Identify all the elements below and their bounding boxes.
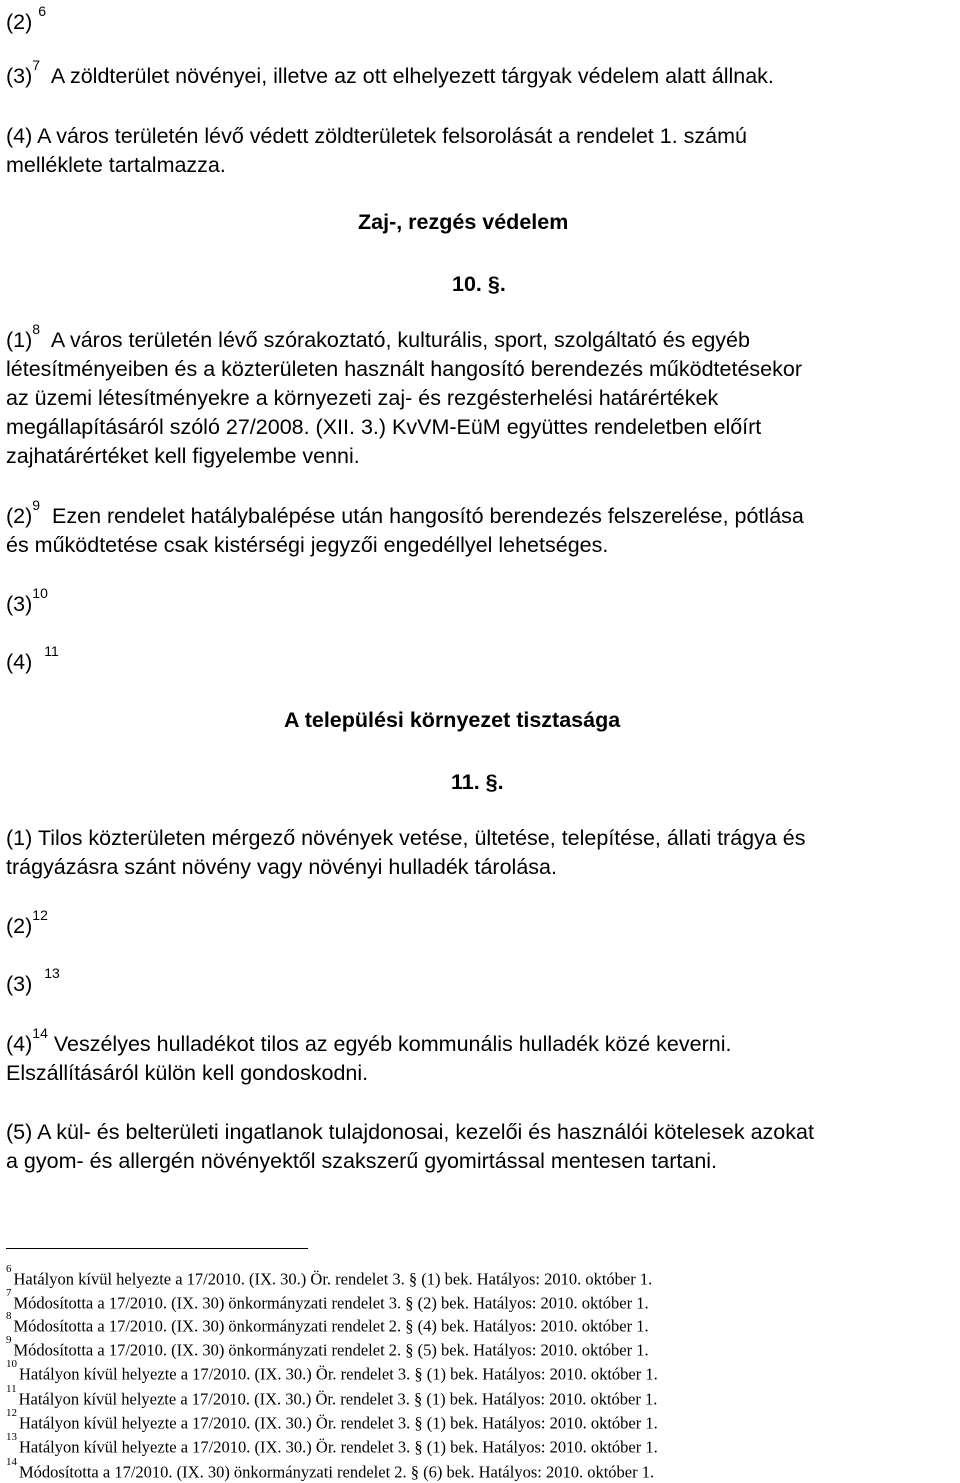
paragraph-1-c: (1) Tilos közterületen mérgező növények vetése, ültetése, telepítése, állati trágya és trágyázásra szánt növény vagy növényi hulladék tárolása. <box>6 826 806 879</box>
section-heading-noise: Zaj-, rezgés védelem <box>358 210 569 234</box>
paragraph-2-a: (2) $^6$ <box>6 3 47 34</box>
footnote: $^9$Módosította a 17/2010. (IX. 30) önkormányzati rendelet 2. § (5) bek. Hatályos: 2010. október 1. <box>6 1334 649 1360</box>
section-heading-cleanliness: A települési környezet tisztasága <box>284 708 621 732</box>
paragraph-3-a: $(3)^7$ A zöldterület növényei, illetve az ott elhelyezett tárgyak védelem alatt állnak. <box>6 57 774 88</box>
paragraph-3-c: (3) $^{13}$ <box>6 965 60 996</box>
footnote: $^7$Módosította a 17/2010. (IX. 30) önkormányzati rendelet 3. § (2) bek. Hatályos: 2010. október 1. <box>6 1287 649 1313</box>
paragraph-1-b: $(1)^8$ A város területén lévő szórakoztató, kulturális, sport, szolgáltató és egyéb létesítményeiben és a közterületen használt hangosító berendezés működtetésekor az üzemi létesítményekre a környezeti zaj- és rezgésterhelési határértékek megállapításáról szóló 27/2008. (XII. 3.) KvVM-EüM együttes rendeletben előírt zajhatárértéket kell figyelembe venni. <box>6 321 802 468</box>
section-number-11: 11. §. <box>451 770 504 794</box>
footnote: $^{12}$Hatályon kívül helyezte a 17/2010. (IX. 30.) Ör. rendelet 3. § (1) bek. Hatályos: 2010. október 1. <box>6 1407 658 1433</box>
paragraph-5-c: (5) A kül- és belterületi ingatlanok tulajdonosai, kezelői és használói kötelesek azokat a gyom- és allergén növényektől szakszerű gyomirtással mentesen tartani. <box>6 1120 814 1173</box>
paragraph-2-b: $(2)^9$ Ezen rendelet hatálybalépése után hangosító berendezés felszerelése, pótlása és működtetése csak kistérségi jegyzői engedéllyel lehetséges. <box>6 497 804 557</box>
paragraph-3-b: $(3)^{10}$ <box>6 585 48 616</box>
footnote: $^{11}$Hatályon kívül helyezte a 17/2010. (IX. 30.) Ör. rendelet 3. § (1) bek. Hatályos: 2010. október 1. <box>6 1383 658 1409</box>
paragraph-4-b: (4) $^{11}$ <box>6 643 59 674</box>
paragraph-2-c: $(2)^{12}$ <box>6 907 48 938</box>
footnote: $^8$Módosította a 17/2010. (IX. 30) önkormányzati rendelet 2. § (4) bek. Hatályos: 2010. október 1. <box>6 1310 649 1336</box>
paragraph-4-a: (4) A város területén lévő védett zöldterületek felsorolását a rendelet 1. számú melléklete tartalmazza. <box>6 124 747 177</box>
footnote: $^{14}$Módosította a 17/2010. (IX. 30) önkormányzati rendelet 2. § (6) bek. Hatályos: 2010. október 1. <box>6 1456 655 1482</box>
section-number-10: 10. §. <box>452 272 506 296</box>
paragraph-4-c: $(4)^{14}$ Veszélyes hulladékot tilos az egyéb kommunális hulladék közé keverni. Elszállításáról külön kell gondoskodni. <box>6 1025 732 1085</box>
footnote: $^{10}$Hatályon kívül helyezte a 17/2010. (IX. 30.) Ör. rendelet 3. § (1) bek. Hatályos: 2010. október 1. <box>6 1358 658 1384</box>
footnote: $^{13}$Hatályon kívül helyezte a 17/2010. (IX. 30.) Ör. rendelet 3. § (1) bek. Hatályos: 2010. október 1. <box>6 1431 658 1457</box>
footnote: $^6$Hatályon kívül helyezte a 17/2010. (IX. 30.) Ör. rendelet 3. § (1) bek. Hatályos: 2010. október 1. <box>6 1263 653 1289</box>
footnote-separator <box>6 1248 308 1249</box>
